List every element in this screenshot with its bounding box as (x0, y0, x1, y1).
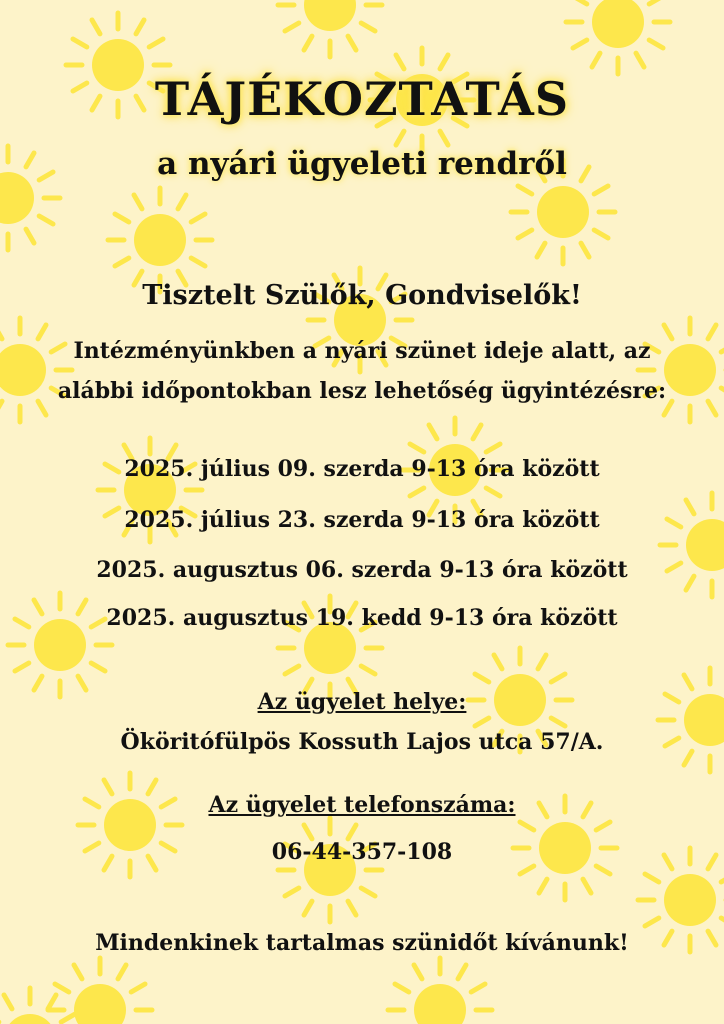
greeting: Tisztelt Szülők, Gondviselők! (142, 280, 582, 311)
closing-message: Mindenkinek tartalmas szünidőt kívánunk! (95, 930, 629, 956)
schedule-date-3: 2025. augusztus 06. szerda 9-13 óra között (96, 557, 628, 583)
location-address: Ököritófülpös Kossuth Lajos utca 57/A. (120, 729, 604, 755)
intro-line-2: alábbi időpontokban lesz lehetőség ügyintézésre: (57, 378, 667, 404)
page-title: TÁJÉKOZTATÁS (154, 72, 570, 126)
location-heading: Az ügyelet helye: (257, 689, 467, 715)
schedule-date-2: 2025. július 23. szerda 9-13 óra között (124, 507, 600, 533)
phone-number: 06-44-357-108 (271, 839, 453, 865)
schedule-date-4: 2025. augusztus 19. kedd 9-13 óra között (106, 605, 618, 631)
schedule-date-1: 2025. július 09. szerda 9-13 óra között (124, 456, 600, 482)
page-subtitle: a nyári ügyeleti rendről (157, 146, 567, 182)
intro-line-1: Intézményünkben a nyári szünet ideje alatt, az (73, 338, 651, 364)
phone-heading: Az ügyelet telefonszáma: (208, 792, 516, 818)
